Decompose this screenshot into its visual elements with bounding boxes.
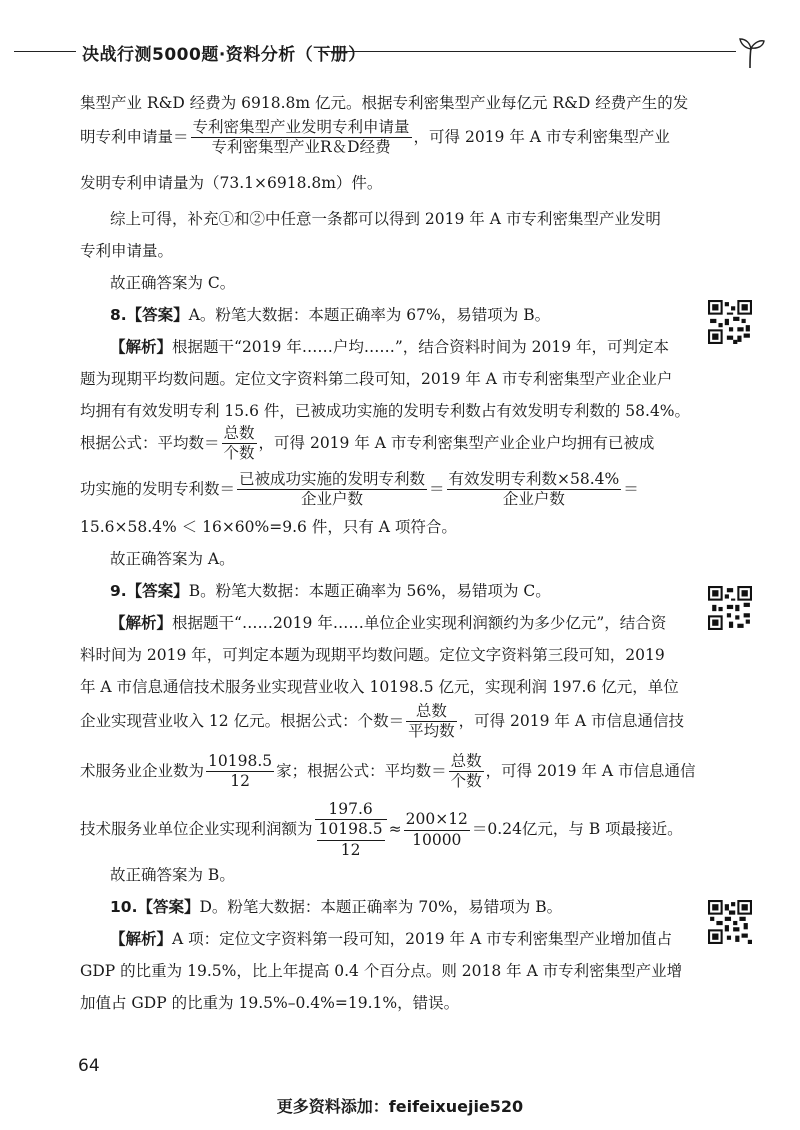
- text-line: GDP 的比重为 19.5%，比上年提高 0.4 个百分点。则 2018 年 A 市专利密集型产业增: [80, 962, 683, 980]
- footer-note: 更多资料添加：feifeixuejie520: [276, 1097, 524, 1116]
- text-span: 根据题干“2019 年……户均……”，结合资料时间为 2019 年，可判定本: [172, 338, 670, 356]
- text-line: 综上可得，补充①和②中任意一条都可以得到 2019 年 A 市专利密集型产业发明: [110, 210, 661, 228]
- fraction: [222, 424, 257, 464]
- fraction: [191, 118, 412, 158]
- fraction: [404, 810, 470, 850]
- fraction-numerator: 总数: [222, 424, 257, 444]
- analysis-line: [80, 928, 680, 951]
- fraction-denominator: 12: [340, 840, 361, 859]
- text-span: ，可得 2019 年 A 市专利密集型产业企业户均拥有已被成: [258, 433, 655, 452]
- text-span: A。粉笔大数据：本题正确率为 67%，易错项为 B。: [188, 306, 551, 324]
- formula-line: [80, 752, 696, 792]
- answer-line-q10: [80, 896, 680, 919]
- fraction-numerator: 总数: [449, 752, 484, 772]
- text-span: ≈: [388, 820, 402, 839]
- qr-code-icon[interactable]: [708, 900, 752, 944]
- sprout-icon: [736, 36, 766, 70]
- answer-label: 9.【答案】: [110, 582, 189, 600]
- analysis-label: 【解析】: [110, 338, 173, 356]
- fraction-denominator: 企业户数: [502, 490, 565, 509]
- text-span: B。粉笔大数据：本题正确率为 56%，易错项为 C。: [188, 582, 551, 600]
- text-span: A 项：定位文字资料第一段可知，2019 年 A 市专利密集型产业增加值占: [172, 930, 673, 948]
- text-span: ，可得 2019 年 A 市信息通信技: [458, 711, 684, 730]
- fraction-numerator: 10198.5: [206, 752, 274, 772]
- page-number: 64: [78, 1056, 100, 1076]
- fraction: [315, 800, 387, 860]
- text-line: 专利申请量。: [80, 242, 174, 260]
- text-span: 根据题干“……2019 年……单位企业实现利润额约为多少亿元”，结合资: [172, 614, 667, 632]
- text-line: 集型产业 R&D 经费为 6918.8m 亿元。根据专利密集型产业每亿元 R&D 经费产生的发: [80, 94, 689, 112]
- answer-line-q9: [80, 580, 680, 603]
- running-header: [0, 34, 800, 70]
- answer-label: 10.【答案】: [110, 898, 200, 916]
- fraction: [449, 752, 484, 792]
- header-rule-right: [318, 51, 736, 52]
- fraction-numerator: 200×12: [404, 810, 470, 830]
- fraction-numerator: 197.6: [315, 800, 387, 820]
- text-line: 均拥有有效发明专利 15.6 件，已被成功实施的发明专利数占有效发明专利数的 58.4%。: [80, 402, 691, 420]
- text-span: 企业实现营业收入 12 亿元。根据公式：个数＝: [80, 711, 405, 730]
- text-span: ＝0.24亿元，与 B 项最接近。: [471, 820, 683, 839]
- fraction-numerator: 10198.5: [317, 820, 385, 840]
- text-line: 故正确答案为 B。: [110, 866, 235, 884]
- text-span: 明专利申请量＝: [80, 127, 189, 146]
- fraction: [237, 470, 427, 510]
- nested-fraction: [317, 820, 385, 860]
- text-span: ＝: [623, 479, 639, 498]
- text-line: 发明专利申请量为（73.1×6918.8m）件。: [80, 174, 383, 192]
- text-line: 加值占 GDP 的比重为 19.5%–0.4%=19.1%，错误。: [80, 994, 460, 1012]
- fraction: [447, 470, 622, 510]
- answer-label: 8.【答案】: [110, 306, 189, 324]
- formula-line: [80, 424, 680, 464]
- qr-code-icon[interactable]: [708, 300, 752, 344]
- fraction-denominator: 平均数: [408, 722, 455, 741]
- text-line: 故正确答案为 C。: [110, 274, 236, 292]
- header-title: 决战行测5000题·资料分析（下册）: [82, 45, 366, 65]
- fraction: [406, 702, 457, 742]
- text-span: ，可得 2019 年 A 市信息通信: [485, 761, 696, 780]
- text-span: 功实施的发明专利数＝: [80, 479, 236, 498]
- formula-line: [80, 118, 680, 158]
- text-span: 家；根据公式：平均数＝: [276, 761, 447, 780]
- text-span: 根据公式：平均数＝: [80, 433, 220, 452]
- analysis-label: 【解析】: [110, 614, 173, 632]
- fraction-denominator: 12: [230, 772, 250, 791]
- text-line: 题为现期平均数问题。定位文字资料第二段可知，2019 年 A 市专利密集型产业企业户: [80, 370, 673, 388]
- fraction-denominator: 10000: [412, 830, 462, 849]
- formula-line: [80, 800, 683, 860]
- text-span: 技术服务业单位企业实现利润额为: [80, 820, 313, 839]
- answer-line-q8: [80, 304, 680, 327]
- text-line: 15.6×58.4% ＜ 16×60%=9.6 件，只有 A 项符合。: [80, 518, 457, 536]
- formula-line: [80, 702, 684, 742]
- text-span: 术服务业企业数为: [80, 761, 205, 780]
- fraction-numerator: 总数: [406, 702, 457, 722]
- text-span: ，可得 2019 年 A 市专利密集型产业: [413, 127, 670, 146]
- qr-code-icon[interactable]: [708, 586, 752, 630]
- fraction-denominator: 专利密集型产业R＆D经费: [211, 138, 391, 157]
- text-span: ＝: [429, 479, 445, 498]
- header-rule-left: [14, 51, 76, 52]
- fraction: [206, 752, 274, 792]
- formula-line: [80, 470, 680, 510]
- fraction-numerator: 已被成功实施的发明专利数: [237, 470, 427, 490]
- fraction-numerator: 有效发明专利数×58.4%: [447, 470, 622, 490]
- fraction-denominator: 个数: [223, 444, 255, 463]
- text-span: D。粉笔大数据：本题正确率为 70%，易错项为 B。: [199, 898, 563, 916]
- text-line: 故正确答案为 A。: [110, 550, 235, 568]
- fraction-numerator: 专利密集型产业发明专利申请量: [191, 118, 412, 138]
- fraction-denominator: 个数: [450, 772, 482, 791]
- text-line: 年 A 市信息通信技术服务业实现营业收入 10198.5 亿元，实现利润 197.6 亿元，单位: [80, 678, 679, 696]
- fraction-denominator: 企业户数: [301, 490, 364, 509]
- text-line: 料时间为 2019 年，可判定本题为现期平均数问题。定位文字资料第三段可知，2019: [80, 646, 665, 664]
- analysis-line: [80, 612, 680, 635]
- analysis-line: [80, 336, 680, 359]
- fraction-denominator: [315, 820, 387, 860]
- analysis-label: 【解析】: [110, 930, 173, 948]
